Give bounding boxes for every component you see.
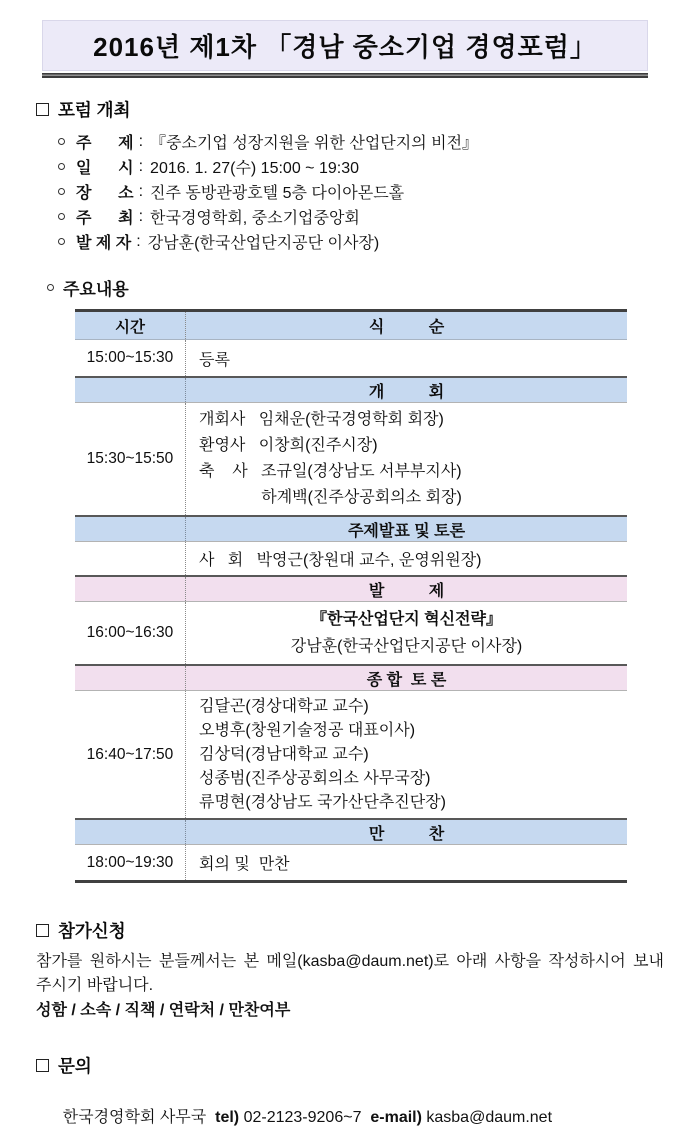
program-text: 축 사 조규일(경상남도 서부부지사) [199,463,462,480]
program-text: 등록 [199,351,230,369]
keynote-title: 『한국산업단지 혁신전략』 [310,611,502,628]
item-value: 『중소기업 성장지원을 위한 산업단지의 비전』 [150,135,479,152]
section-participation [36,918,664,1023]
item-value: 2016. 1. 27(수) 15:00 ~ 19:30 [150,160,359,177]
email-address: kasba@daum.net [426,1109,553,1126]
circle-bullet-icon [58,163,65,170]
circle-bullet-icon [47,284,54,291]
circle-bullet-icon [58,213,65,220]
agenda-table [75,309,627,883]
time-cell: 15:00~15:30 [75,340,186,376]
band-label: 주제발표 및 토론 [347,522,466,540]
square-bullet-icon [36,1059,49,1072]
band-label: 만 찬 [368,825,445,843]
item-separator: : [138,207,144,225]
agenda-heading-label: 주요내용 [63,280,129,299]
inquiry-heading-label: 문의 [58,1056,92,1076]
paragraph-line: 참가를 원하시는 분들께서는 본 메일(kasba@daum.net)로 아래 사항을 작성하시어 보내 [36,953,664,970]
time-cell: 15:30~15:50 [75,403,186,515]
square-bullet-icon [36,924,49,937]
page-title: 2016년 제1차 「경남 중소기업 경영포럼」 [42,20,648,71]
keynote-speaker: 강남훈(한국산업단지공단 이사장) [290,638,523,655]
tel-number: 02-2123-9206~7 [243,1109,371,1126]
band-row-keynote [75,575,627,602]
band-row-opening [75,376,627,403]
time-cell: 16:40~17:50 [75,691,186,818]
program-text: 류명현(경상남도 국가산단추진단장) [199,793,446,811]
table-row-panelists [75,691,627,818]
forum-detail-list [58,129,664,254]
tel-label: tel) [215,1109,244,1126]
band-empty-cell [75,820,186,844]
time-cell: 16:00~16:30 [75,602,186,664]
title-underline [42,73,648,78]
program-text: 환영사 이창희(진주시장) [199,437,378,454]
title-block [42,20,648,78]
item-label: 장 소 [76,185,134,202]
table-row-moderator [75,542,627,575]
band-label: 종 합 토 론 [366,671,447,689]
item-separator: : [136,232,141,250]
item-value: 강남훈(한국산업단지공단 이사장) [147,235,380,252]
table-row-registration [75,340,627,376]
band-row-dinner [75,818,627,845]
required-fields-line: 성함 / 소속 / 직책 / 연락처 / 만찬여부 [36,1002,291,1019]
circle-bullet-icon [58,188,65,195]
band-empty-cell [75,517,186,541]
agenda-section-heading [47,275,700,300]
band-empty-cell [75,378,186,402]
table-header-row [75,312,627,340]
list-item-venue [58,179,664,204]
email-label: e-mail) [370,1109,427,1126]
participation-section-heading [36,918,664,943]
item-label: 발 제 자 [76,235,132,252]
header-program-cell: 식 순 [368,319,445,336]
band-label: 개 회 [368,383,445,401]
item-separator: : [138,182,144,200]
time-cell: 18:00~19:30 [75,845,186,880]
item-separator: : [138,157,144,175]
table-row-opening-detail [75,403,627,515]
time-cell [75,542,186,575]
item-label: 주 최 [76,210,134,227]
header-time-cell: 시간 [75,312,186,339]
participation-paragraph [36,950,664,1023]
section-inquiry [36,1053,664,1145]
program-text: 오병후(창원기술정공 대표이사) [199,721,416,739]
program-text: 하계백(진주상공회의소 회장) [199,489,462,506]
band-empty-cell [75,666,186,690]
item-separator: : [138,132,144,150]
program-text: 김달곤(경상대학교 교수) [199,697,369,715]
item-label: 주 제 [76,135,134,152]
band-row-panel-discussion [75,664,627,691]
list-item-datetime [58,154,664,179]
inquiry-section-heading [36,1053,664,1078]
participation-heading-label: 참가신청 [58,921,126,941]
contact-org: 한국경영학회 사무국 [62,1109,216,1126]
paragraph-line: 주시기 바랍니다. [36,977,154,994]
band-empty-cell [75,577,186,601]
band-label: 발 제 [368,582,445,600]
forum-heading-label: 포럼 개최 [58,100,131,120]
band-row-presentation-discussion [75,515,627,542]
table-row-dinner-detail [75,845,627,880]
square-bullet-icon [36,103,49,116]
program-text: 김상덕(경남대학교 교수) [199,745,369,763]
circle-bullet-icon [58,238,65,245]
table-row-keynote-detail [75,602,627,664]
item-value: 한국경영학회, 중소기업중앙회 [150,210,360,227]
forum-section-heading [36,97,664,122]
circle-bullet-icon [58,138,65,145]
program-text: 회의 및 만찬 [199,856,290,873]
list-item-host [58,204,664,229]
program-text: 사 회 박영근(창원대 교수, 운영위원장) [199,552,482,569]
program-text: 성종범(진주상공회의소 사무국장) [199,769,431,787]
item-label: 일 시 [76,160,134,177]
list-item-topic [58,129,664,154]
list-item-presenter [58,229,664,254]
contact-line [36,1086,664,1145]
item-value: 진주 동방관광호텔 5층 다이아몬드홀 [150,185,405,202]
program-text: 개회사 임채운(한국경영학회 회장) [199,411,444,428]
document-page [0,20,700,1145]
section-forum-info [36,97,664,254]
